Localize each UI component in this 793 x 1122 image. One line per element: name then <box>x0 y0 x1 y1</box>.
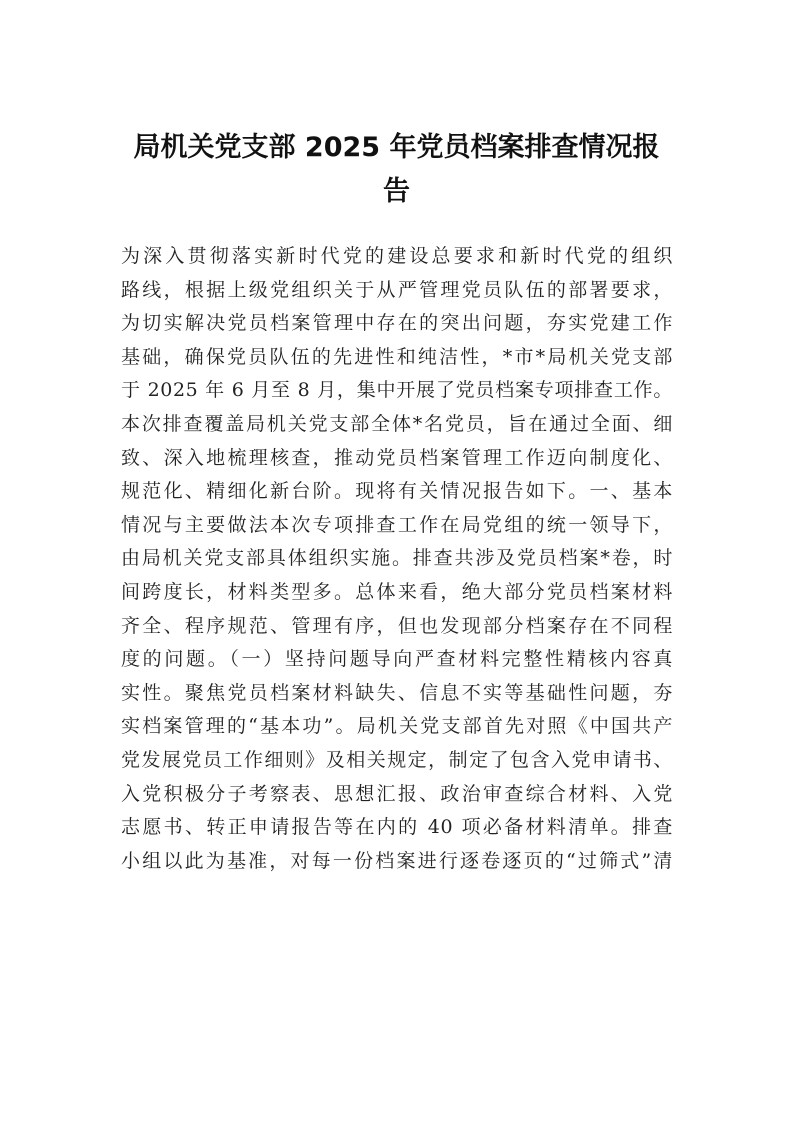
body-line: 本次排查覆盖局机关党支部全体*名党员，旨在通过全面、细 <box>121 412 673 435</box>
body-line: 度的问题。（一）坚持问题导向严查材料完整性精核内容真 <box>121 648 673 671</box>
body-line: 基础，确保党员队伍的先进性和纯洁性，*市*局机关党支部 <box>121 345 673 368</box>
body-line: 小组以此为基准，对每一份档案进行逐卷逐页的“过筛式”清 <box>121 849 673 872</box>
body-line: 实性。聚焦党员档案材料缺失、信息不实等基础性问题，夯 <box>121 681 673 704</box>
body-line: 致、深入地梳理核查，推动党员档案管理工作迈向制度化、 <box>121 446 673 469</box>
body-line: 党发展党员工作细则》及相关规定，制定了包含入党申请书、 <box>121 748 673 771</box>
body-line: 间跨度长，材料类型多。总体来看，绝大部分党员档案材料 <box>121 580 673 603</box>
body-line: 为切实解决党员档案管理中存在的突出问题，夯实党建工作 <box>121 312 673 335</box>
title-line-2: 告 <box>383 176 410 207</box>
body-line: 路线，根据上级党组织关于从严管理党员队伍的部署要求， <box>121 278 673 301</box>
body-line: 为深入贯彻落实新时代党的建设总要求和新时代党的组织 <box>121 245 673 267</box>
body-line: 规范化、精细化新台阶。现将有关情况报告如下。一、基本 <box>121 480 673 503</box>
document-title <box>100 126 693 214</box>
title-line-1: 局机关党支部 2025 年党员档案排查情况报 <box>133 132 660 163</box>
body-line: 入党积极分子考察表、思想汇报、政治审查综合材料、入党 <box>121 782 673 805</box>
body-line: 由局机关党支部具体组织实施。排查共涉及党员档案*卷，时 <box>121 547 673 570</box>
body-line: 志愿书、转正申请报告等在内的 40 项必备材料清单。排查 <box>121 816 673 839</box>
body-line: 实档案管理的“基本功”。局机关党支部首先对照《中国共产 <box>121 715 673 738</box>
body-line: 齐全、程序规范、管理有序，但也发现部分档案存在不同程 <box>121 614 673 637</box>
body-paragraph <box>121 240 673 878</box>
body-line: 情况与主要做法本次专项排查工作在局党组的统一领导下， <box>121 513 673 536</box>
body-line: 于 2025 年 6 月至 8 月，集中开展了党员档案专项排查工作。 <box>121 379 673 402</box>
